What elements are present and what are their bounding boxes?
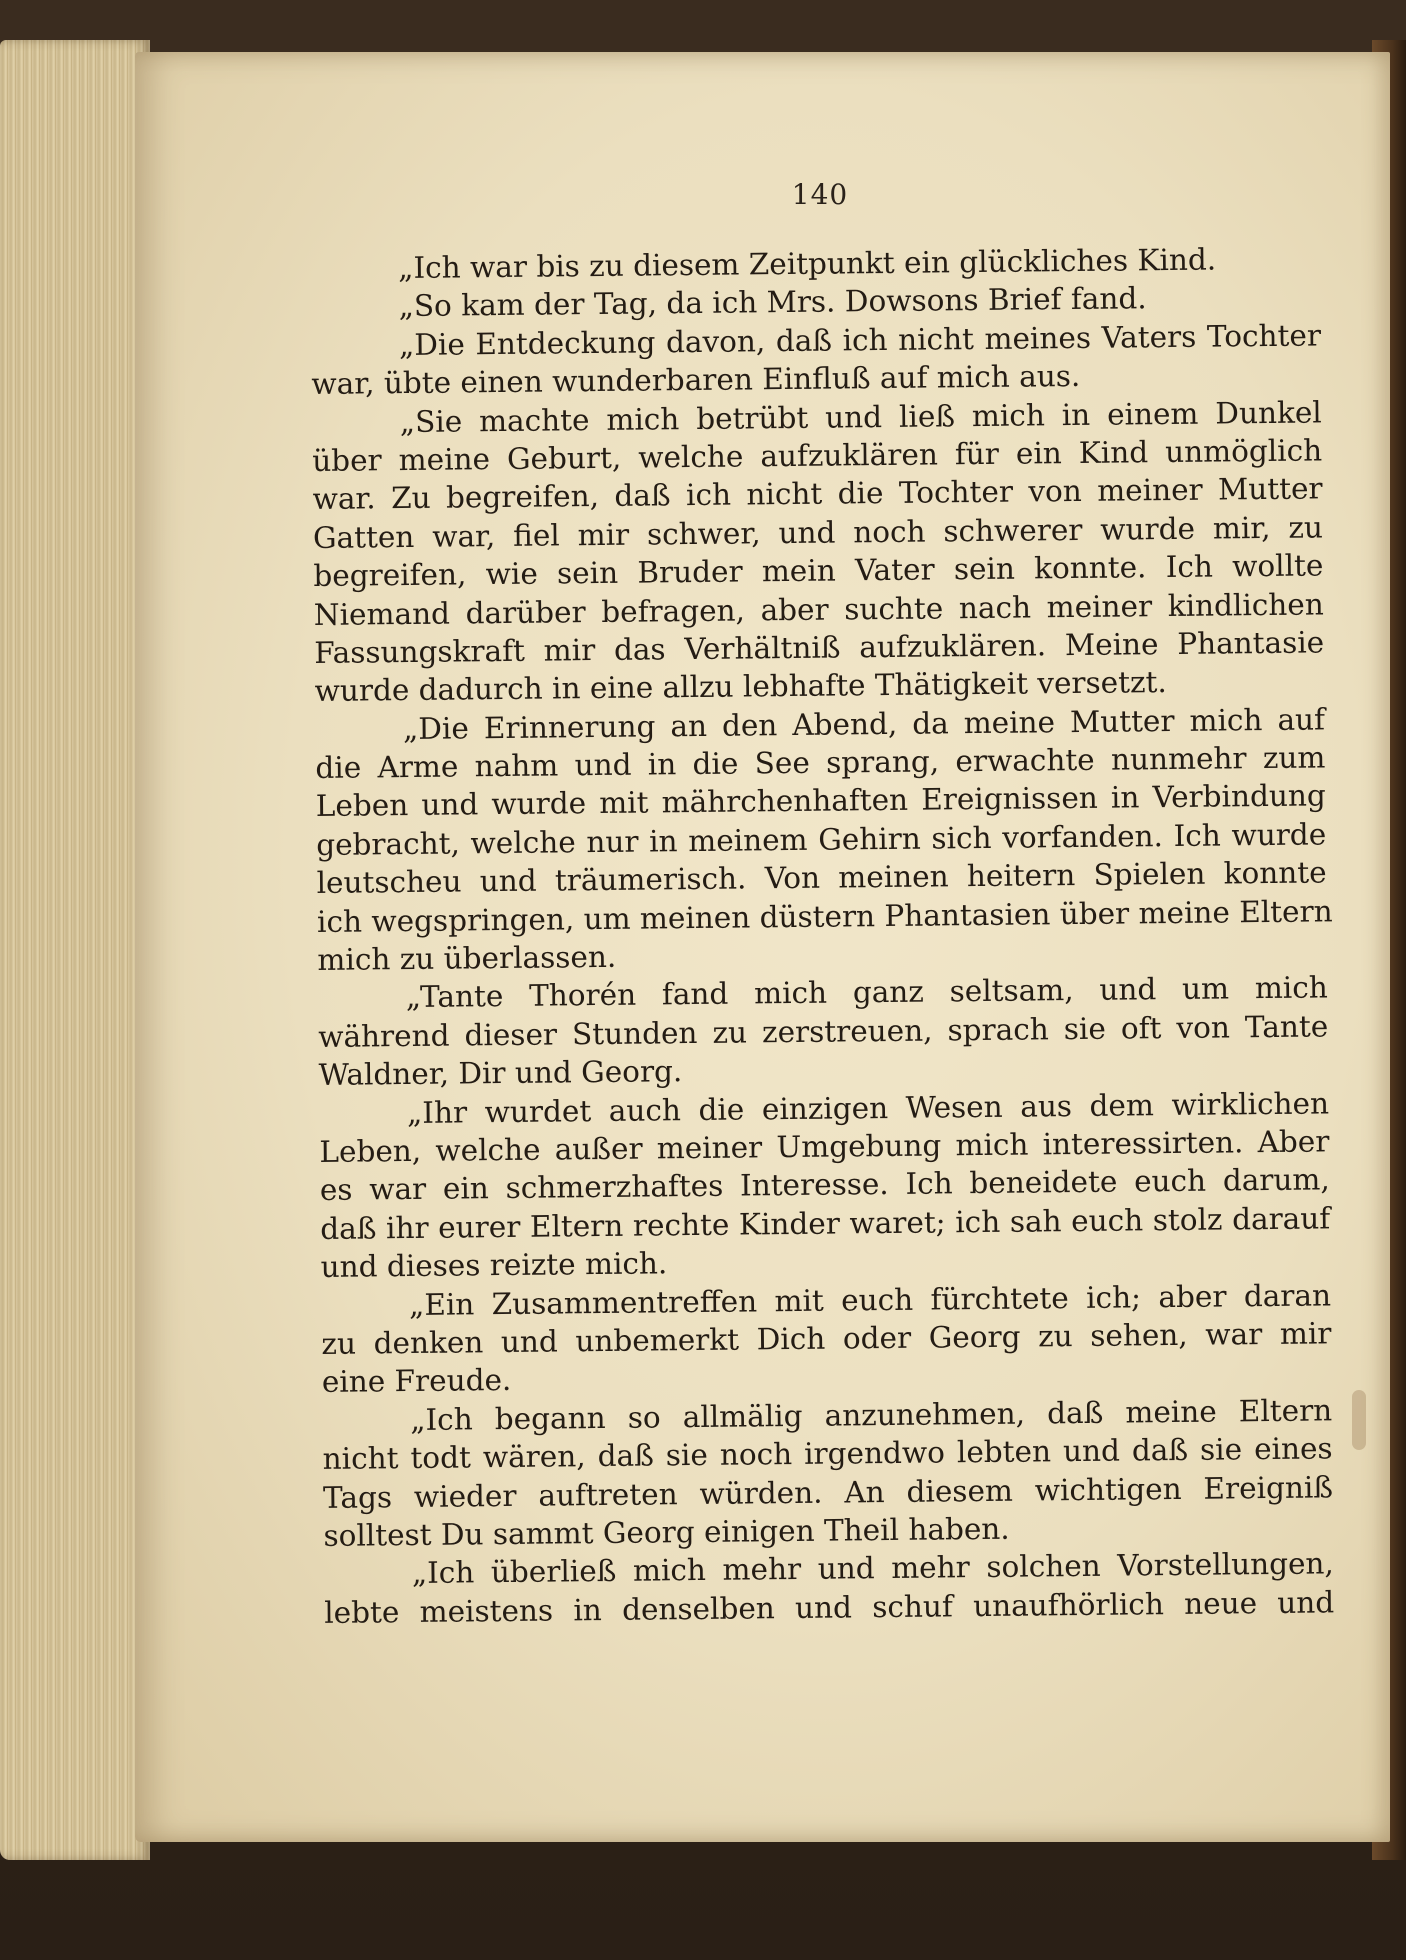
page-edges [0, 40, 150, 1860]
text-line: solltest Du sammt Georg einigen Theil haben. [323, 1511, 1010, 1553]
text-line: Waldner, Dir und Georg. [318, 1054, 683, 1093]
text-line: und dieses reizte mich. [320, 1246, 668, 1285]
text-line: Fassungskraft mir das Verhältniß aufzuklären. Meine Phantasie [314, 625, 1325, 670]
text-line: „Die Entdeckung davon, daß ich nicht meines Vaters Tochter [398, 318, 1322, 362]
page-number: 140 [791, 178, 849, 211]
text-line: war. Zu begreifen, daß ich nicht die Tochter von meiner Mutter [312, 471, 1323, 517]
paper-stain [1352, 1390, 1366, 1450]
text-line: zu denken und unbemerkt Dich oder Georg zu sehen, war mir [321, 1316, 1332, 1361]
text-line: Tags wieder auftreten würden. An diesem wichtigen Ereigniß [322, 1469, 1334, 1515]
text-line: „Ihr wurdet auch die einzigen Wesen aus dem wirklichen [406, 1085, 1330, 1130]
text-line: Gatten war, fiel mir schwer, und noch schwerer wurde mir, zu [312, 510, 1324, 555]
text-line: „So kam der Tag, da ich Mrs. Dowsons Brief fand. [398, 281, 1147, 324]
text-line: während dieser Stunden zu zerstreuen, sprach sie oft von Tante [318, 1009, 1329, 1054]
text-line: daß ihr eurer Eltern rechte Kinder waret; ich sah euch stolz darauf [320, 1201, 1331, 1246]
text-line: wurde dadurch in eine allzu lebhafte Thätigkeit versetzt. [314, 665, 1167, 709]
text-line: lebte meistens in denselben und schuf unaufhörlich neue und [324, 1585, 1335, 1630]
text-line: „Ein Zusammentreffen mit euch fürchtete ich; aber daran [408, 1277, 1332, 1322]
text-line: „Die Erinnerung an den Abend, da meine Mutter mich auf [402, 702, 1326, 746]
text-line: es war ein schmerzhaftes Interesse. Ich beneidete euch darum, [319, 1162, 1330, 1208]
text-line: Niemand darüber befragen, aber suchte nach meiner kindlichen [313, 586, 1324, 632]
text-line: Leben, welche außer meiner Umgebung mich interessirten. Aber [319, 1124, 1330, 1169]
text-line: „Ich begann so allmälig anzunehmen, daß meine Eltern [410, 1393, 1333, 1437]
text-line: „Ich überließ mich mehr und mehr solchen Vorstellungen, [411, 1546, 1334, 1591]
text-line: begreifen, wie sein Bruder mein Vater sein konnte. Ich wollte [313, 548, 1324, 594]
text-line: Leben und wurde mit mährchenhaften Ereignissen in Verbindung [315, 778, 1326, 824]
text-line: mich zu überlassen. [317, 939, 617, 977]
text-line: war, übte einen wunderbaren Einfluß auf mich aus. [311, 359, 1081, 402]
text-line: die Arme nahm und in die See sprang, erwachte nunmehr zum [315, 740, 1326, 786]
text-line: eine Freude. [321, 1363, 512, 1400]
text-line: „Tante Thorén fand mich ganz seltsam, und um mich [405, 970, 1328, 1015]
body-text [310, 239, 1334, 1632]
text-line: „Ich war bis zu diesem Zeitpunkt ein glückliches Kind. [398, 242, 1217, 286]
text-line: gebracht, welche nur in meinem Gehirn sich vorfanden. Ich wurde [316, 817, 1327, 862]
text-line: über meine Geburt, welche aufzuklären für ein Kind unmöglich [312, 433, 1323, 478]
text-line: ich wegspringen, um meinen düstern Phantasien über meine Eltern [316, 893, 1333, 939]
text-line: „Sie machte mich betrübt und ließ mich in einem Dunkel [399, 394, 1322, 439]
text-line: leutscheu und träumerisch. Von meinen heitern Spielen konnte [316, 855, 1327, 901]
text-line: nicht todt wären, daß sie noch irgendwo lebten und daß sie eines [322, 1431, 1333, 1477]
